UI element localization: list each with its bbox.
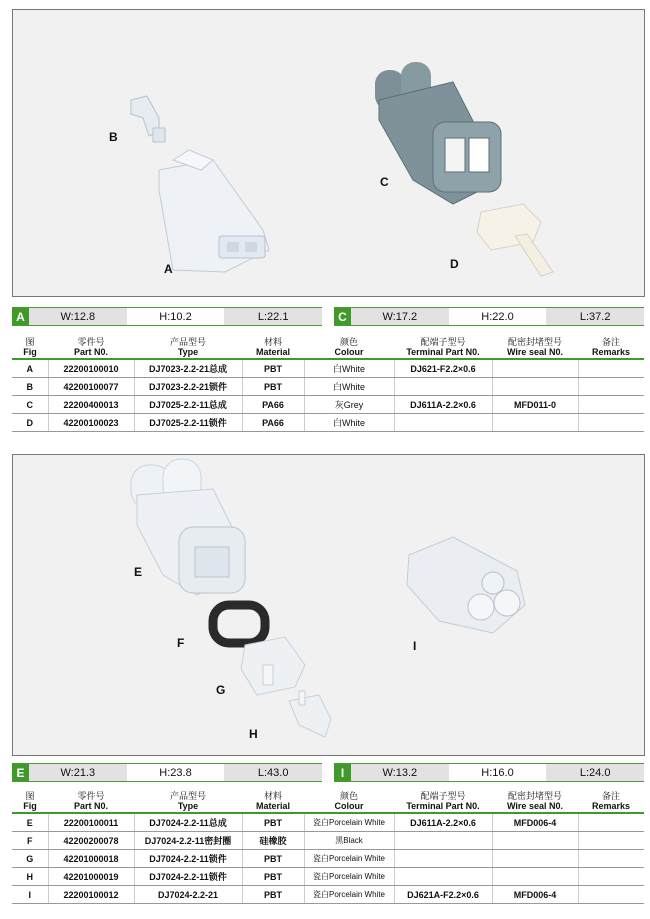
cell-terminal bbox=[394, 414, 492, 432]
label-d: D bbox=[450, 257, 459, 271]
cell-remarks bbox=[578, 832, 644, 850]
cell-fig: D bbox=[12, 414, 48, 432]
spec-table-2 bbox=[12, 790, 644, 904]
table-row bbox=[12, 886, 644, 904]
dim-length: L:24.0 bbox=[546, 764, 644, 781]
cell-colour: 瓷白Porcelain White bbox=[304, 850, 394, 868]
col-seal: 配密封堵型号 Wire seal N0. bbox=[492, 790, 578, 813]
dimension-bar-e bbox=[12, 763, 322, 782]
cell-seal bbox=[492, 414, 578, 432]
cell-remarks bbox=[578, 868, 644, 886]
cell-type: DJ7025-2.2-11总成 bbox=[134, 396, 242, 414]
col-remarks: 备注 Remarks bbox=[578, 336, 644, 359]
cell-type: DJ7024-2.2-21 bbox=[134, 886, 242, 904]
cell-terminal: DJ611A-2.2×0.6 bbox=[394, 396, 492, 414]
cell-material: PBT bbox=[242, 813, 304, 832]
spec-table-1 bbox=[12, 336, 644, 432]
cell-part: 42201000019 bbox=[48, 868, 134, 886]
table-row bbox=[12, 378, 644, 396]
cell-remarks bbox=[578, 813, 644, 832]
dim-height: H:16.0 bbox=[481, 766, 514, 779]
cell-part: 22200100012 bbox=[48, 886, 134, 904]
cell-fig: G bbox=[12, 850, 48, 868]
cell-fig: C bbox=[12, 396, 48, 414]
dim-tag: I bbox=[334, 764, 351, 781]
cell-material: PBT bbox=[242, 886, 304, 904]
connector-illustration-2 bbox=[13, 455, 644, 755]
cell-terminal bbox=[394, 868, 492, 886]
dimension-bar-i bbox=[334, 763, 644, 782]
part-b-image bbox=[131, 96, 165, 142]
cell-terminal: DJ621A-F2.2×0.6 bbox=[394, 886, 492, 904]
col-part: 零件号 Part N0. bbox=[48, 336, 134, 359]
dim-width: W:21.3 bbox=[29, 764, 127, 781]
table-row bbox=[12, 359, 644, 378]
cell-material: 硅橡胶 bbox=[242, 832, 304, 850]
dim-tag: A bbox=[12, 308, 29, 325]
col-type: 产品型号 Type bbox=[134, 336, 242, 359]
cell-fig: A bbox=[12, 359, 48, 378]
connector-illustration-1 bbox=[13, 10, 644, 296]
label-c: C bbox=[380, 175, 389, 189]
cell-seal bbox=[492, 850, 578, 868]
part-g-image bbox=[241, 637, 305, 695]
col-colour: 颜色 Colour bbox=[304, 790, 394, 813]
product-photo-panel-2 bbox=[12, 454, 645, 756]
part-h-image bbox=[289, 691, 331, 737]
label-b: B bbox=[109, 130, 118, 144]
label-g: G bbox=[216, 683, 226, 697]
part-e-image bbox=[131, 459, 245, 595]
cell-seal bbox=[492, 378, 578, 396]
col-fig: 图 Fig bbox=[12, 790, 48, 813]
part-f-image bbox=[213, 605, 265, 643]
col-terminal: 配端子型号 Terminal Part N0. bbox=[394, 336, 492, 359]
dim-height: H:23.8 bbox=[159, 766, 192, 779]
cell-fig: B bbox=[12, 378, 48, 396]
label-h: H bbox=[249, 727, 258, 741]
col-material: 材料 Material bbox=[242, 790, 304, 813]
cell-material: PA66 bbox=[242, 396, 304, 414]
table-header-row bbox=[12, 790, 644, 813]
cell-remarks bbox=[578, 414, 644, 432]
table-row bbox=[12, 813, 644, 832]
cell-part: 22200100011 bbox=[48, 813, 134, 832]
cell-material: PBT bbox=[242, 868, 304, 886]
table-row bbox=[12, 414, 644, 432]
dim-height: H:22.0 bbox=[481, 310, 514, 323]
label-i: I bbox=[413, 639, 417, 653]
cell-part: 42200100023 bbox=[48, 414, 134, 432]
table-row bbox=[12, 832, 644, 850]
label-e: E bbox=[134, 565, 143, 579]
dim-height: H:10.2 bbox=[159, 310, 192, 323]
cell-terminal: DJ611A-2.2×0.6 bbox=[394, 813, 492, 832]
dim-width: W:13.2 bbox=[351, 764, 449, 781]
dim-width: W:17.2 bbox=[351, 308, 449, 325]
cell-remarks bbox=[578, 886, 644, 904]
cell-colour: 瓷白Porcelain White bbox=[304, 886, 394, 904]
cell-colour: 白White bbox=[304, 378, 394, 396]
cell-remarks bbox=[578, 396, 644, 414]
col-fig: 图 Fig bbox=[12, 336, 48, 359]
cell-material: PA66 bbox=[242, 414, 304, 432]
cell-terminal: DJ621-F2.2×0.6 bbox=[394, 359, 492, 378]
cell-type: DJ7024-2.2-11总成 bbox=[134, 813, 242, 832]
dimension-bar-a bbox=[12, 307, 322, 326]
cell-terminal bbox=[394, 378, 492, 396]
cell-colour: 白White bbox=[304, 414, 394, 432]
cell-colour: 白White bbox=[304, 359, 394, 378]
cell-type: DJ7025-2.2-11锁件 bbox=[134, 414, 242, 432]
label-f: F bbox=[177, 636, 185, 650]
cell-terminal bbox=[394, 832, 492, 850]
col-colour: 颜色 Colour bbox=[304, 336, 394, 359]
cell-type: DJ7024-2.2-11密封圈 bbox=[134, 832, 242, 850]
dim-length: L:43.0 bbox=[224, 764, 322, 781]
cell-type: DJ7024-2.2-11锁件 bbox=[134, 868, 242, 886]
cell-part: 42200200078 bbox=[48, 832, 134, 850]
col-type: 产品型号 Type bbox=[134, 790, 242, 813]
cell-colour: 瓷白Porcelain White bbox=[304, 868, 394, 886]
part-c-image bbox=[375, 62, 501, 204]
cell-fig: F bbox=[12, 832, 48, 850]
dimension-bar-c bbox=[334, 307, 644, 326]
dim-tag: E bbox=[12, 764, 29, 781]
cell-colour: 瓷白Porcelain White bbox=[304, 813, 394, 832]
cell-part: 42201000018 bbox=[48, 850, 134, 868]
dim-length: L:37.2 bbox=[546, 308, 644, 325]
cell-remarks bbox=[578, 378, 644, 396]
cell-colour: 灰Grey bbox=[304, 396, 394, 414]
cell-type: DJ7023-2.2-21锁件 bbox=[134, 378, 242, 396]
dim-length: L:22.1 bbox=[224, 308, 322, 325]
col-seal: 配密封堵型号 Wire seal N0. bbox=[492, 336, 578, 359]
cell-material: PBT bbox=[242, 359, 304, 378]
cell-remarks bbox=[578, 850, 644, 868]
cell-colour: 黑Black bbox=[304, 832, 394, 850]
cell-material: PBT bbox=[242, 378, 304, 396]
cell-fig: H bbox=[12, 868, 48, 886]
cell-material: PBT bbox=[242, 850, 304, 868]
cell-fig: E bbox=[12, 813, 48, 832]
cell-part: 22200100010 bbox=[48, 359, 134, 378]
cell-type: DJ7024-2.2-11锁件 bbox=[134, 850, 242, 868]
part-d-image bbox=[477, 204, 553, 276]
col-part: 零件号 Part N0. bbox=[48, 790, 134, 813]
part-a-image bbox=[159, 150, 269, 272]
cell-part: 42200100077 bbox=[48, 378, 134, 396]
cell-remarks bbox=[578, 359, 644, 378]
table-row bbox=[12, 850, 644, 868]
table-row bbox=[12, 396, 644, 414]
part-i-image bbox=[407, 537, 525, 633]
cell-seal: MFD006-4 bbox=[492, 813, 578, 832]
col-material: 材料 Material bbox=[242, 336, 304, 359]
cell-seal: MFD006-4 bbox=[492, 886, 578, 904]
dim-tag: C bbox=[334, 308, 351, 325]
table-row bbox=[12, 868, 644, 886]
cell-type: DJ7023-2.2-21总成 bbox=[134, 359, 242, 378]
cell-seal bbox=[492, 868, 578, 886]
table-header-row bbox=[12, 336, 644, 359]
cell-seal: MFD011-0 bbox=[492, 396, 578, 414]
product-photo-panel-1 bbox=[12, 9, 645, 297]
col-remarks: 备注 Remarks bbox=[578, 790, 644, 813]
dim-width: W:12.8 bbox=[29, 308, 127, 325]
cell-seal bbox=[492, 832, 578, 850]
col-terminal: 配端子型号 Terminal Part N0. bbox=[394, 790, 492, 813]
cell-seal bbox=[492, 359, 578, 378]
cell-fig: I bbox=[12, 886, 48, 904]
cell-terminal bbox=[394, 850, 492, 868]
label-a: A bbox=[164, 262, 173, 276]
cell-part: 22200400013 bbox=[48, 396, 134, 414]
